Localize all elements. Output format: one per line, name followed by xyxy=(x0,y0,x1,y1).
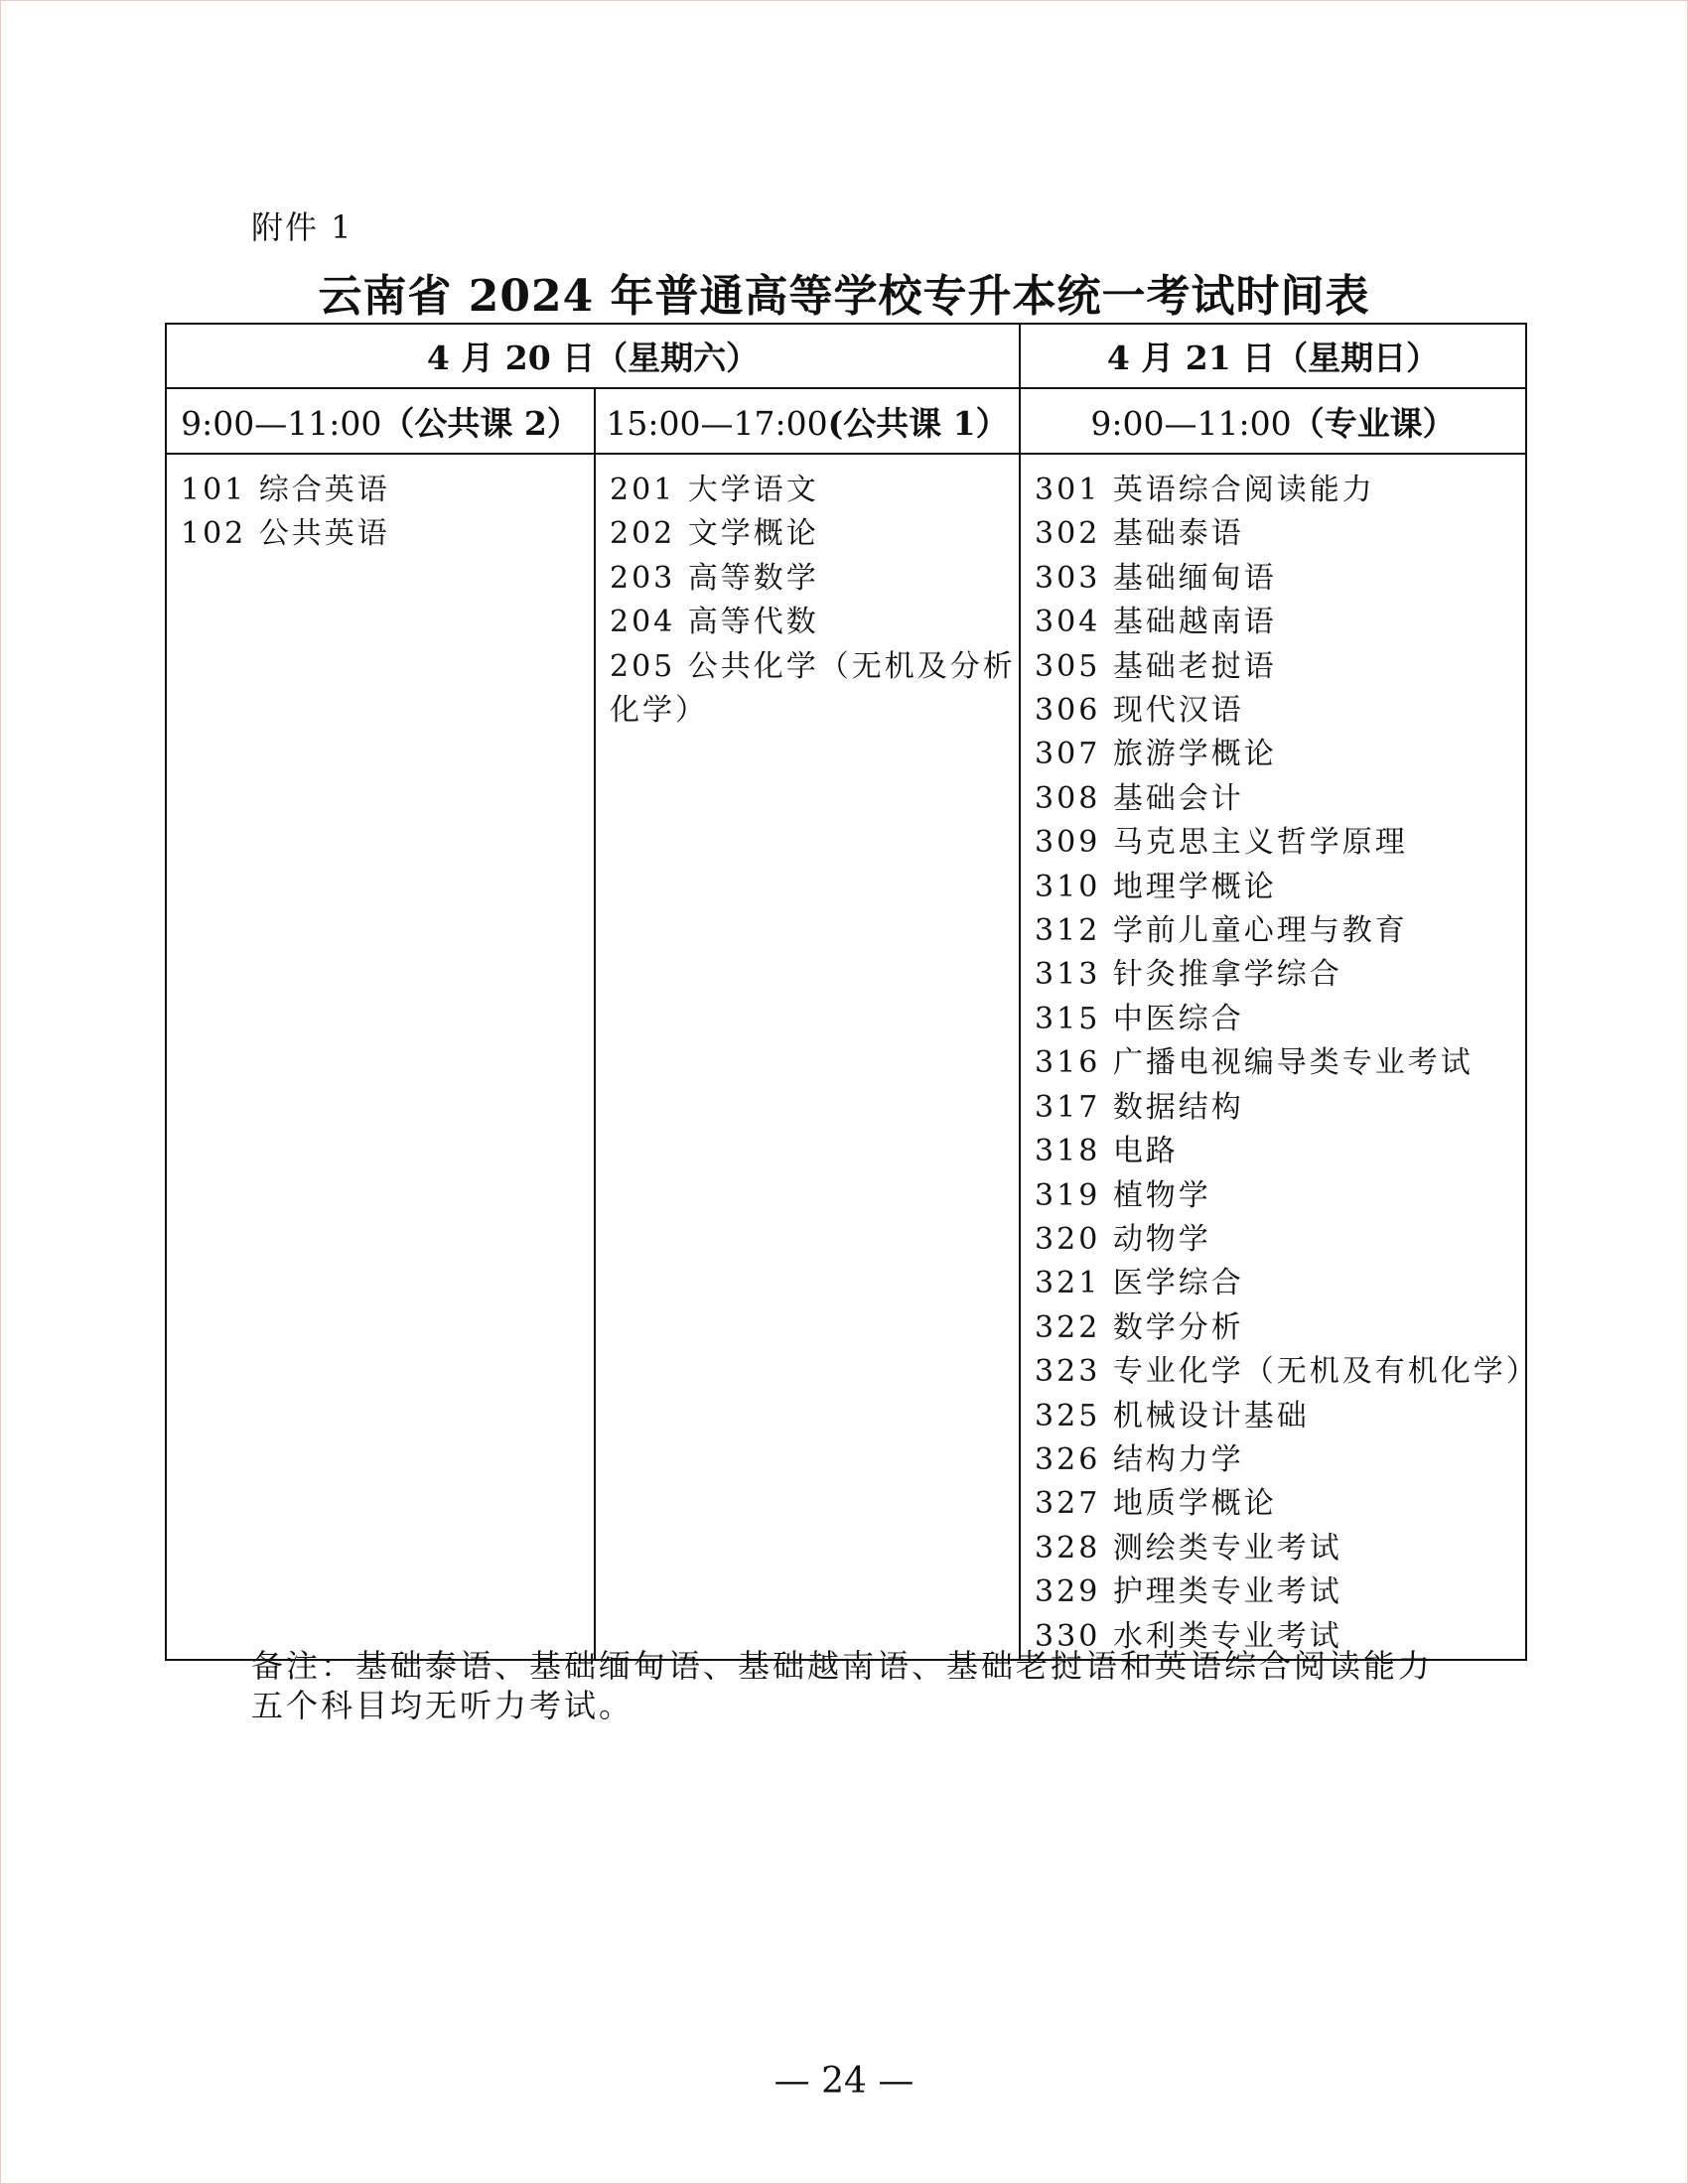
subject-item: 317 数据结构 xyxy=(1035,1089,1244,1125)
footnote: 备注：基础泰语、基础缅甸语、基础越南语、基础老挝语和英语综合阅读能力五个科目均无听力考试。 xyxy=(251,1647,1434,1724)
subject-item: 102 公共英语 xyxy=(181,516,390,552)
session-type: （专业课） xyxy=(1291,403,1456,443)
subject-item: 308 基础会计 xyxy=(1035,780,1244,816)
session-header-3 xyxy=(1020,388,1526,454)
subject-item: 306 现代汉语 xyxy=(1035,693,1244,729)
subject-item: 309 马克思主义哲学原理 xyxy=(1035,825,1408,861)
session-time: 9:00—11:00 xyxy=(1090,403,1292,443)
subject-item: 203 高等数学 xyxy=(610,560,819,596)
subject-item: 329 护理类专业考试 xyxy=(1035,1574,1342,1610)
subject-item: 101 综合英语 xyxy=(181,473,390,507)
subjects-row xyxy=(166,454,1526,1660)
subject-item: 323 专业化学（无机及有机化学） xyxy=(1035,1354,1539,1390)
subject-item: 205 公共化学（无机及分析化学） xyxy=(610,648,1016,729)
subject-item: 318 电路 xyxy=(1035,1134,1179,1169)
subject-item: 201 大学语文 xyxy=(610,473,819,507)
session-header-row xyxy=(166,388,1526,454)
session-time: 15:00—17:00 xyxy=(606,403,828,443)
subject-item: 305 基础老挝语 xyxy=(1035,648,1277,684)
subject-item: 319 植物学 xyxy=(1035,1177,1211,1213)
subject-item: 326 结构力学 xyxy=(1035,1441,1244,1477)
subject-item: 325 机械设计基础 xyxy=(1035,1398,1310,1433)
subject-item: 316 广播电视编导类专业考试 xyxy=(1035,1045,1474,1081)
session-header-2 xyxy=(595,388,1020,454)
subject-item: 328 测绘类专业考试 xyxy=(1035,1530,1342,1566)
subject-item: 330 水利类专业考试 xyxy=(1035,1618,1342,1654)
subject-item: 204 高等代数 xyxy=(610,605,819,640)
subject-item: 321 医学综合 xyxy=(1035,1266,1244,1301)
session-type: （公共课 2） xyxy=(381,403,580,443)
subjects-column-2 xyxy=(595,454,1020,1660)
session-header-1 xyxy=(166,388,595,454)
exam-schedule-table xyxy=(165,323,1539,1661)
subject-item: 327 地质学概论 xyxy=(1035,1486,1277,1522)
subject-item: 304 基础越南语 xyxy=(1035,605,1277,640)
session-type: (公共课 1） xyxy=(827,403,1009,443)
subject-item: 312 学前儿童心理与教育 xyxy=(1035,913,1408,949)
subject-item: 320 动物学 xyxy=(1035,1221,1211,1257)
page-number: — 24 — xyxy=(774,2061,914,2102)
subjects-column-3 xyxy=(1020,454,1539,1660)
subject-item: 302 基础泰语 xyxy=(1035,516,1244,552)
subject-item: 310 地理学概论 xyxy=(1035,869,1277,904)
document-title: 云南省 2024 年普通高等学校专升本统一考试时间表 xyxy=(318,271,1370,322)
subject-item: 307 旅游学概论 xyxy=(1035,737,1277,772)
date-header-row xyxy=(166,324,1526,388)
subject-item: 303 基础缅甸语 xyxy=(1035,560,1277,596)
date-header-day2: 4 月 21 日（星期日） xyxy=(1020,324,1526,388)
attachment-label: 附件 1 xyxy=(251,208,353,246)
subject-item: 202 文学概论 xyxy=(610,516,819,552)
subject-item: 313 针灸推拿学综合 xyxy=(1035,957,1342,993)
date-header-day1: 4 月 20 日（星期六） xyxy=(166,324,1020,388)
subject-item: 315 中医综合 xyxy=(1035,1001,1244,1036)
session-time: 9:00—11:00 xyxy=(181,403,382,443)
subject-item: 322 数学分析 xyxy=(1035,1309,1244,1345)
subject-item: 301 英语综合阅读能力 xyxy=(1035,473,1375,507)
subjects-column-1 xyxy=(166,454,595,1660)
